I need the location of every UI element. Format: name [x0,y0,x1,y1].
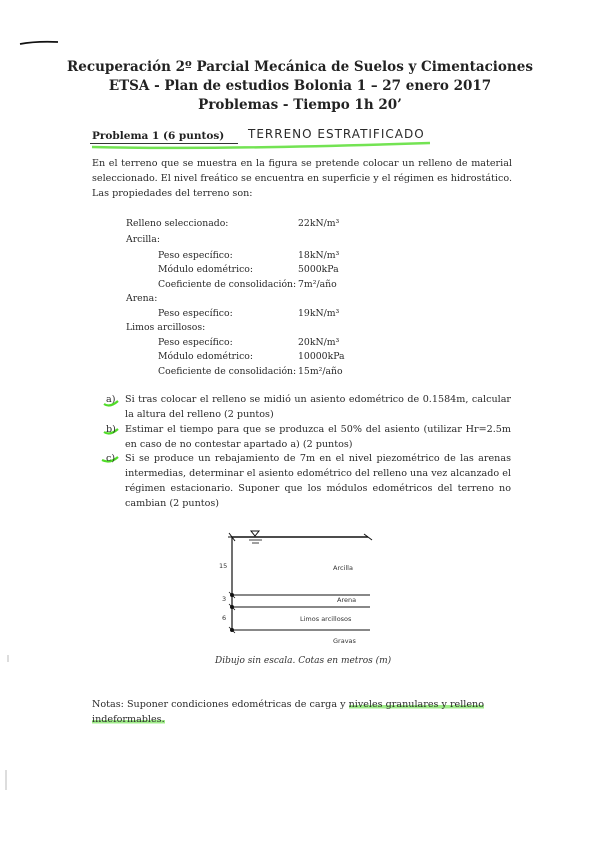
question-marker: b) [106,424,116,435]
limos-layer-label: Limos arcillosos [300,615,352,623]
arena-label: Arena: [126,293,158,304]
arcilla-prop-value: 5000kPa [298,264,339,275]
question-marker: c) [106,453,116,464]
arcilla-label: Arcilla: [126,234,160,245]
problem-intro: En el terreno que se muestra en la figura se pretende colocar un relleno de material seleccionado. El nivel freático se encuentra en superficie y el régimen es hidrostático. Las propiedades del terreno son: [92,158,512,199]
arena-prop-label: Peso específico: [158,308,233,319]
limos-thickness: 6 [222,614,227,622]
exam-title: Recuperación 2º Parcial Mecánica de Suelos y Cimentaciones [67,59,533,75]
arcilla-prop-value: 18kN/m³ [298,250,340,261]
notes-highlight-2: indeformables. [92,714,165,725]
limos-prop-value: 15m²/año [298,366,343,377]
arcilla-layer-label: Arcilla [333,564,353,572]
limos-prop-value: 20kN/m³ [298,337,340,348]
notes-highlight-1: niveles granulares y relleno [348,699,484,710]
diagram-caption: Dibujo sin escala. Cotas en metros (m) [215,656,392,666]
arcilla-prop-label: Coeficiente de consolidación: [158,279,297,290]
arcilla-thickness: 15 [219,562,228,570]
question-text: Estimar el tiempo para que se produzca el 50% del asiento (utilizar Hr=2.5m en caso de no contestar apartado a) (2 puntos) [125,424,511,450]
relleno-label: Relleno seleccionado: [126,218,229,229]
notes-prefix: Notas: Suponer condiciones edométricas de carga y [92,699,349,710]
arena-thickness: 3 [222,595,227,603]
gravas-layer-label: Gravas [333,637,356,645]
limos-prop-value: 10000kPa [298,351,345,362]
problem-title: Problema 1 (6 puntos) [92,130,225,142]
arena-prop-value: 19kN/m³ [298,308,340,319]
arcilla-prop-value: 7m²/año [298,279,337,290]
relleno-value: 22kN/m³ [298,218,340,229]
notes-line2 [92,712,165,727]
limos-prop-label: Peso específico: [158,337,233,348]
question-text: Si tras colocar el relleno se midió un asiento edométrico de 0.1584m, calcular la altura del relleno (2 puntos) [125,394,511,420]
limos-prop-label: Coeficiente de consolidación: [158,366,297,377]
arcilla-prop-label: Módulo edométrico: [158,264,254,275]
question-marker: a) [106,394,116,405]
exam-time: Problemas - Tiempo 1h 20’ [198,97,402,113]
limos-label: Limos arcillosos: [126,322,206,333]
arena-layer-label: Arena [337,596,357,604]
question-text: Si se produce un rebajamiento de 7m en el nivel piezométrico de las arenas intermedias, determinar el asiento edométrico del relleno una vez alcanzado el régimen estacionario. Suponer que los módulos edométricos del terreno no cambian (2 puntos) [125,453,511,509]
limos-prop-label: Módulo edométrico: [158,351,254,362]
arcilla-prop-label: Peso específico: [158,250,233,261]
handwritten-note: TERRENO ESTRATIFICADO [248,127,425,141]
notes [92,697,522,712]
exam-subtitle: ETSA - Plan de estudios Bolonia 1 – 27 enero 2017 [108,78,492,94]
